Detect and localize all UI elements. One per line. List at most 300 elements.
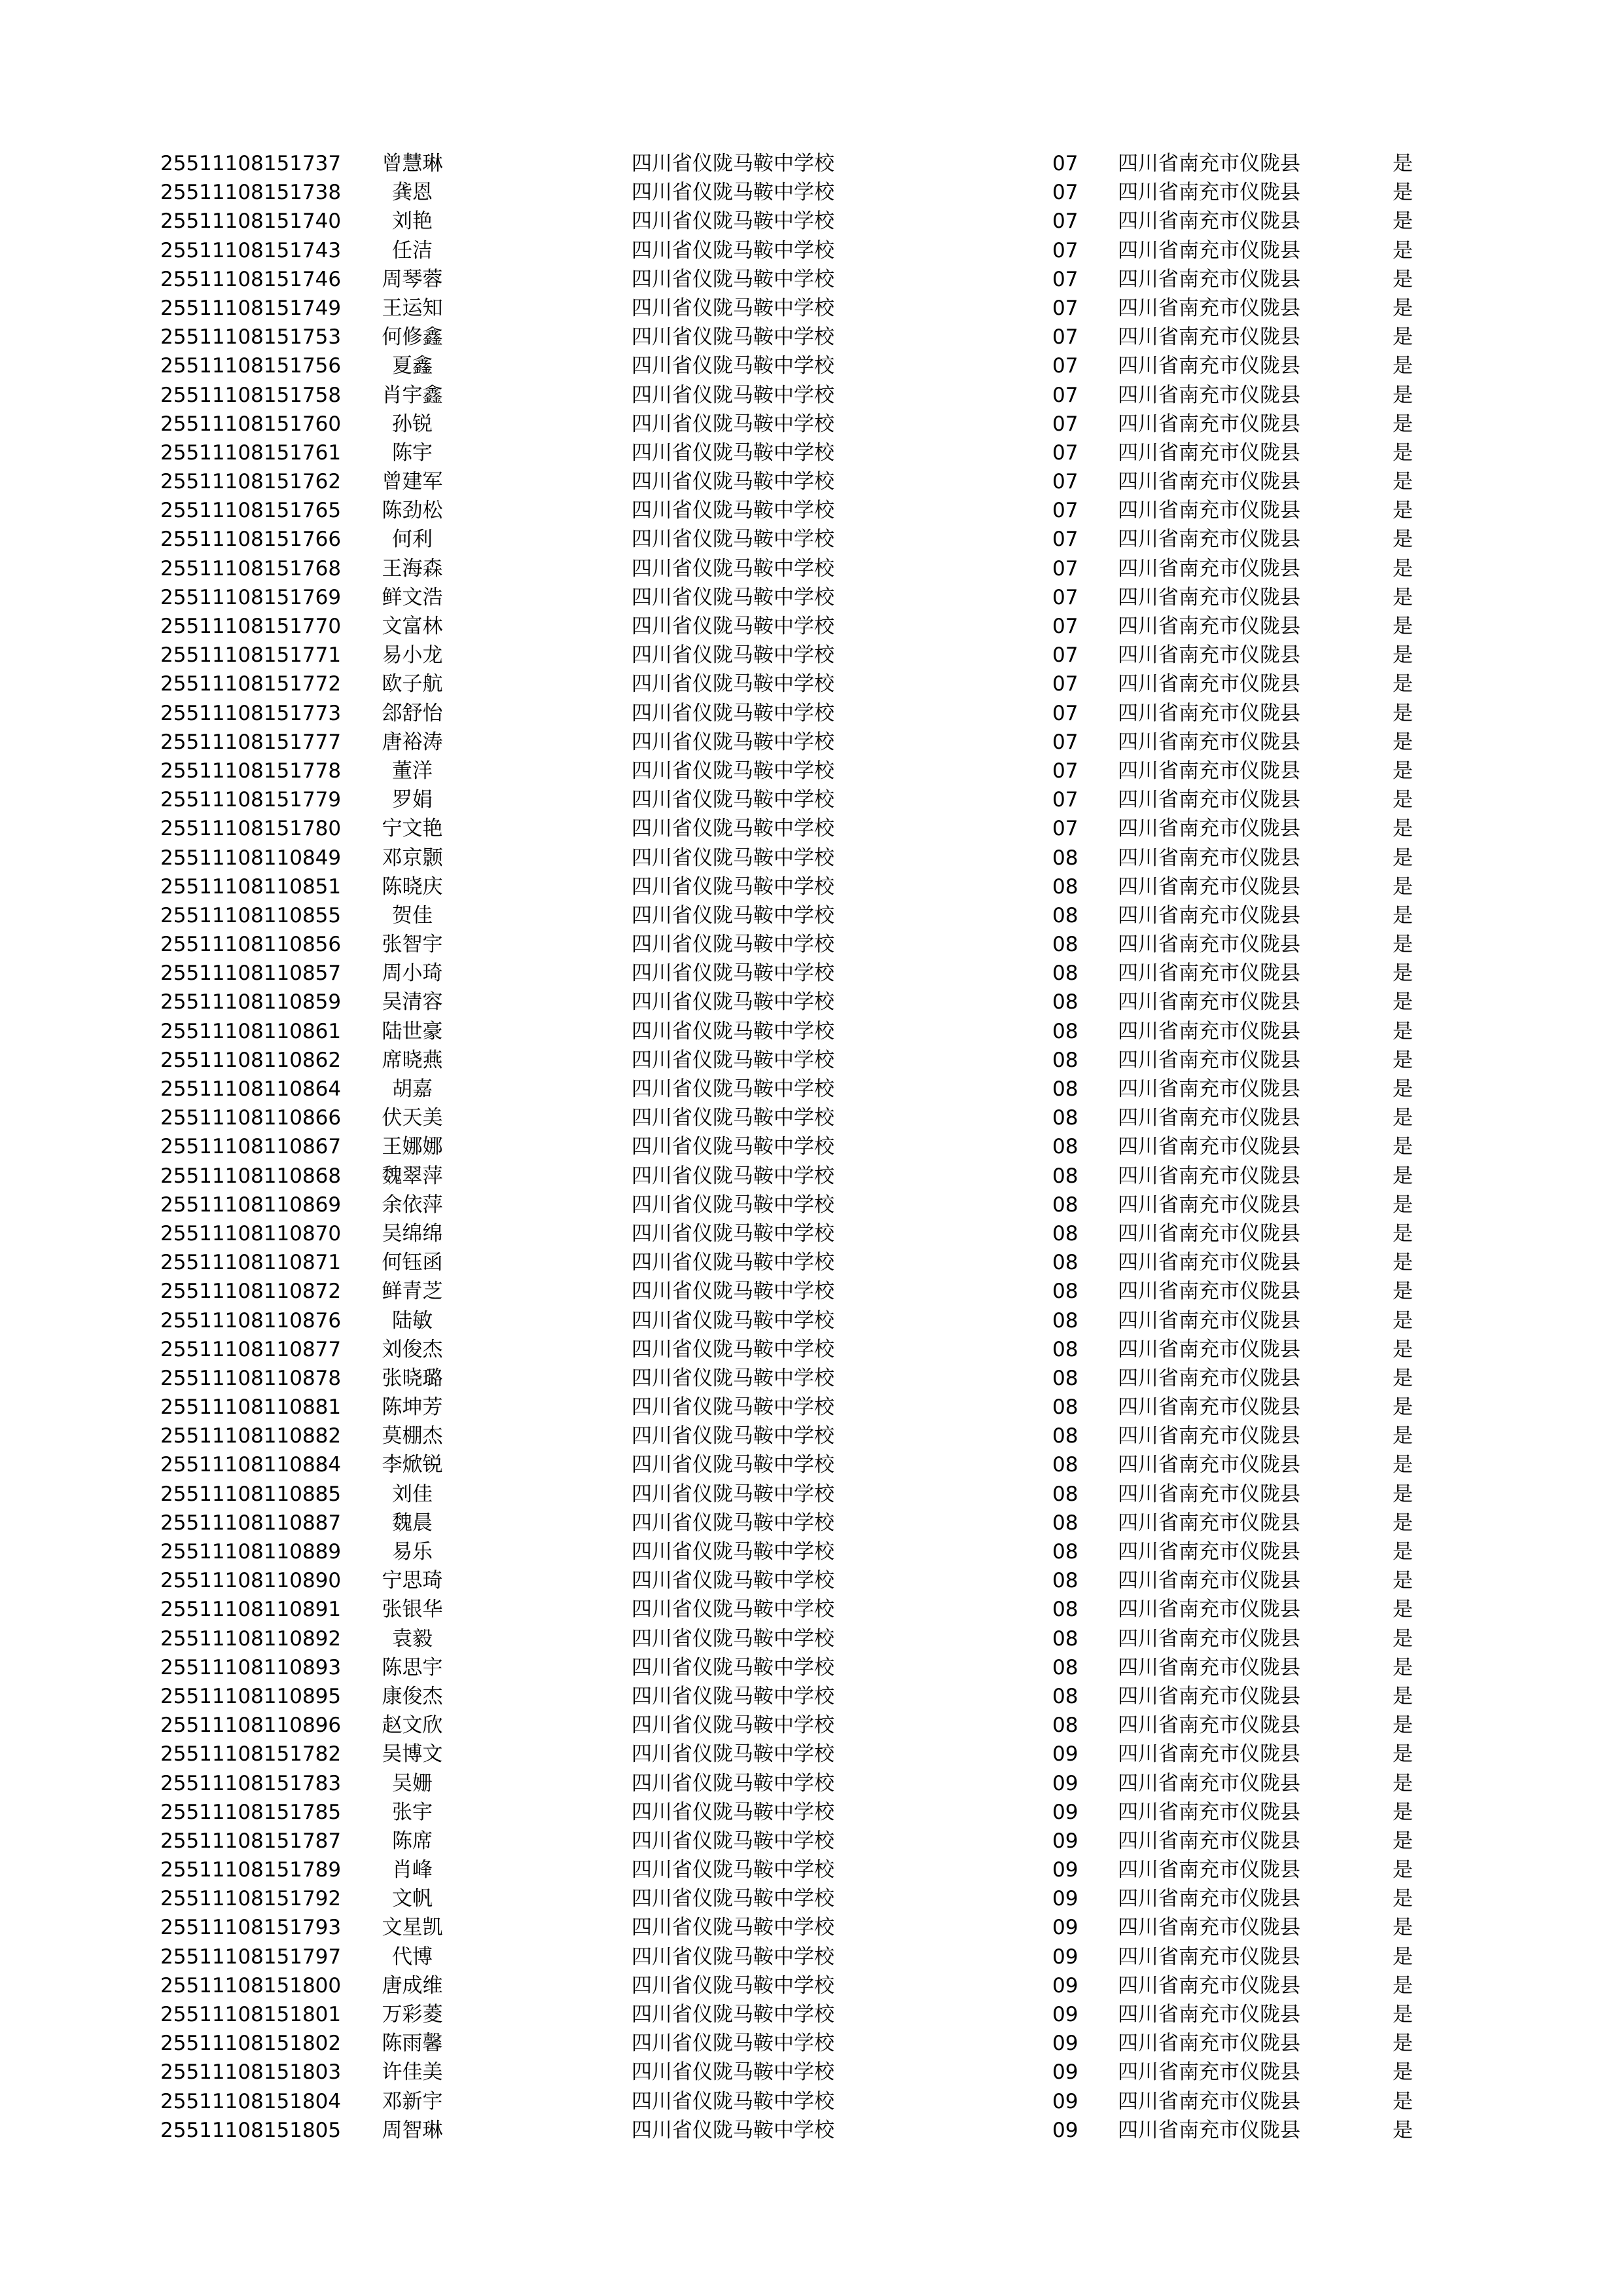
region-cell: 四川省南充市仪陇县	[1118, 1742, 1300, 1767]
class-number-cell: 07	[1052, 354, 1079, 378]
class-number-cell: 08	[1052, 961, 1079, 986]
table-row	[0, 410, 1623, 439]
student-id-cell: 25511108151737	[160, 152, 342, 175]
school-cell: 四川省仪陇马鞍中学校	[632, 585, 834, 609]
student-id-cell: 25511108151782	[160, 1742, 342, 1767]
region-cell: 四川省南充市仪陇县	[1118, 1858, 1300, 1882]
student-name-cell: 吴绵绵	[382, 1221, 443, 1246]
class-number-cell: 07	[1052, 181, 1079, 205]
student-name-cell: 魏晨	[392, 1511, 433, 1535]
school-cell: 四川省仪陇马鞍中学校	[632, 1221, 834, 1246]
student-id-cell: 25511108151746	[160, 267, 342, 291]
school-cell: 四川省仪陇马鞍中学校	[632, 1308, 834, 1333]
region-cell: 四川省南充市仪陇县	[1118, 1337, 1300, 1361]
status-flag-cell: 是	[1393, 1887, 1413, 1911]
school-cell: 四川省仪陇马鞍中学校	[632, 1511, 834, 1535]
status-flag-cell: 是	[1393, 2032, 1413, 2056]
student-name-cell: 袁毅	[392, 1626, 433, 1651]
class-number-cell: 08	[1052, 1482, 1079, 1506]
class-number-cell: 08	[1052, 1193, 1079, 1217]
student-name-cell: 肖峰	[392, 1858, 433, 1882]
table-row	[0, 901, 1623, 930]
student-id-cell: 25511108151756	[160, 354, 342, 378]
region-cell: 四川省南充市仪陇县	[1118, 1221, 1300, 1246]
student-name-cell: 张宇	[392, 1800, 433, 1824]
school-cell: 四川省仪陇马鞍中学校	[632, 181, 834, 205]
student-name-cell: 周小琦	[382, 961, 443, 986]
table-row	[0, 1943, 1623, 1971]
table-row	[0, 2000, 1623, 2029]
class-number-cell: 09	[1052, 2060, 1079, 2085]
status-flag-cell: 是	[1393, 1598, 1413, 1622]
class-number-cell: 07	[1052, 672, 1079, 696]
school-cell: 四川省仪陇马鞍中学校	[632, 2089, 834, 2113]
student-id-cell: 25511108110890	[160, 1569, 342, 1593]
class-number-cell: 08	[1052, 1135, 1079, 1159]
table-row	[0, 1277, 1623, 1306]
student-id-cell: 25511108151803	[160, 2060, 342, 2085]
school-cell: 四川省仪陇马鞍中学校	[632, 701, 834, 725]
student-name-cell: 张晓璐	[382, 1366, 443, 1390]
student-id-cell: 25511108151769	[160, 585, 342, 609]
student-name-cell: 曾慧琳	[382, 152, 443, 175]
class-number-cell: 07	[1052, 528, 1079, 552]
school-cell: 四川省仪陇马鞍中学校	[632, 1135, 834, 1159]
school-cell: 四川省仪陇马鞍中学校	[632, 209, 834, 234]
class-number-cell: 08	[1052, 1655, 1079, 1679]
table-row	[0, 381, 1623, 410]
table-row	[0, 1335, 1623, 1364]
student-id-cell: 25511108110869	[160, 1193, 342, 1217]
student-id-cell: 25511108110862	[160, 1048, 342, 1072]
school-cell: 四川省仪陇马鞍中学校	[632, 354, 834, 378]
table-row	[0, 1537, 1623, 1566]
student-name-cell: 鲜青芝	[382, 1280, 443, 1304]
status-flag-cell: 是	[1393, 1337, 1413, 1361]
student-id-cell: 25511108110855	[160, 903, 342, 927]
school-cell: 四川省仪陇马鞍中学校	[632, 2060, 834, 2085]
student-name-cell: 席晓燕	[382, 1048, 443, 1072]
school-cell: 四川省仪陇马鞍中学校	[632, 1626, 834, 1651]
student-id-cell: 25511108151766	[160, 528, 342, 552]
student-id-cell: 25511108151743	[160, 238, 342, 262]
student-name-cell: 胡嘉	[392, 1077, 433, 1101]
student-id-cell: 25511108110882	[160, 1424, 342, 1448]
class-number-cell: 07	[1052, 383, 1079, 407]
region-cell: 四川省南充市仪陇县	[1118, 961, 1300, 986]
status-flag-cell: 是	[1393, 759, 1413, 783]
school-cell: 四川省仪陇马鞍中学校	[632, 238, 834, 262]
student-id-cell: 25511108151777	[160, 730, 342, 754]
school-cell: 四川省仪陇马鞍中学校	[632, 440, 834, 465]
student-name-cell: 王海森	[382, 556, 443, 581]
class-number-cell: 07	[1052, 238, 1079, 262]
class-number-cell: 09	[1052, 1829, 1079, 1853]
student-name-cell: 龚恩	[392, 181, 433, 205]
table-row	[0, 1191, 1623, 1219]
student-name-cell: 陆敏	[392, 1308, 433, 1333]
student-name-cell: 贺佳	[392, 903, 433, 927]
class-number-cell: 07	[1052, 615, 1079, 638]
school-cell: 四川省仪陇马鞍中学校	[632, 1366, 834, 1390]
school-cell: 四川省仪陇马鞍中学校	[632, 817, 834, 841]
class-number-cell: 07	[1052, 325, 1079, 350]
table-row	[0, 1682, 1623, 1711]
class-number-cell: 08	[1052, 1626, 1079, 1651]
student-id-cell: 25511108151773	[160, 701, 342, 725]
region-cell: 四川省南充市仪陇县	[1118, 874, 1300, 899]
table-row	[0, 1884, 1623, 1913]
school-cell: 四川省仪陇马鞍中学校	[632, 1395, 834, 1420]
student-name-cell: 刘俊杰	[382, 1337, 443, 1361]
school-cell: 四川省仪陇马鞍中学校	[632, 2032, 834, 2056]
student-id-cell: 25511108151778	[160, 759, 342, 783]
student-name-cell: 文帆	[392, 1887, 433, 1911]
school-cell: 四川省仪陇马鞍中学校	[632, 383, 834, 407]
school-cell: 四川省仪陇马鞍中学校	[632, 759, 834, 783]
student-id-cell: 25511108110849	[160, 846, 342, 870]
region-cell: 四川省南充市仪陇县	[1118, 1077, 1300, 1101]
region-cell: 四川省南充市仪陇县	[1118, 1569, 1300, 1593]
student-name-cell: 邓新宇	[382, 2089, 443, 2113]
region-cell: 四川省南充市仪陇县	[1118, 528, 1300, 552]
region-cell: 四川省南充市仪陇县	[1118, 1973, 1300, 1998]
student-name-cell: 唐成维	[382, 1973, 443, 1998]
school-cell: 四川省仪陇马鞍中学校	[632, 1019, 834, 1043]
status-flag-cell: 是	[1393, 1626, 1413, 1651]
table-row	[0, 1971, 1623, 2000]
student-name-cell: 曾建军	[382, 470, 443, 494]
student-name-cell: 易小龙	[382, 643, 443, 668]
region-cell: 四川省南充市仪陇县	[1118, 1164, 1300, 1188]
student-id-cell: 25511108151749	[160, 296, 342, 320]
student-name-cell: 邓京颢	[382, 846, 443, 870]
status-flag-cell: 是	[1393, 2003, 1413, 2026]
student-id-cell: 25511108151797	[160, 1945, 342, 1969]
student-id-cell: 25511108110881	[160, 1395, 342, 1420]
class-number-cell: 08	[1052, 874, 1079, 899]
school-cell: 四川省仪陇马鞍中学校	[632, 1482, 834, 1506]
table-row	[0, 236, 1623, 265]
class-number-cell: 09	[1052, 2118, 1079, 2142]
class-number-cell: 09	[1052, 1887, 1079, 1911]
region-cell: 四川省南充市仪陇县	[1118, 615, 1300, 638]
table-row	[0, 872, 1623, 901]
student-id-cell: 25511108110870	[160, 1221, 342, 1246]
class-number-cell: 07	[1052, 556, 1079, 581]
school-cell: 四川省仪陇马鞍中学校	[632, 1048, 834, 1072]
student-name-cell: 刘佳	[392, 1482, 433, 1506]
region-cell: 四川省南充市仪陇县	[1118, 1945, 1300, 1969]
table-row	[0, 1566, 1623, 1595]
region-cell: 四川省南充市仪陇县	[1118, 1251, 1300, 1275]
student-name-cell: 文富林	[382, 615, 443, 638]
student-id-cell: 25511108151780	[160, 817, 342, 841]
table-row	[0, 1769, 1623, 1798]
student-name-cell: 余依萍	[382, 1193, 443, 1217]
student-id-cell: 25511108151772	[160, 672, 342, 696]
status-flag-cell: 是	[1393, 296, 1413, 320]
student-name-cell: 夏鑫	[392, 354, 433, 378]
school-cell: 四川省仪陇马鞍中学校	[632, 1973, 834, 1998]
status-flag-cell: 是	[1393, 1453, 1413, 1477]
student-name-cell: 周智琳	[382, 2118, 443, 2142]
status-flag-cell: 是	[1393, 152, 1413, 175]
status-flag-cell: 是	[1393, 412, 1413, 436]
school-cell: 四川省仪陇马鞍中学校	[632, 1569, 834, 1593]
class-number-cell: 07	[1052, 585, 1079, 609]
student-name-cell: 周琴蓉	[382, 267, 443, 291]
student-id-cell: 25511108110867	[160, 1135, 342, 1159]
table-row	[0, 1046, 1623, 1075]
student-id-cell: 25511108151793	[160, 1916, 342, 1940]
table-row	[0, 844, 1623, 872]
student-name-cell: 易乐	[392, 1540, 433, 1564]
region-cell: 四川省南充市仪陇县	[1118, 1684, 1300, 1708]
student-id-cell: 25511108110871	[160, 1251, 342, 1275]
table-row	[0, 1509, 1623, 1537]
region-cell: 四川省南充市仪陇县	[1118, 2118, 1300, 2142]
school-cell: 四川省仪陇马鞍中学校	[632, 1771, 834, 1795]
table-row	[0, 1248, 1623, 1277]
class-number-cell: 08	[1052, 1366, 1079, 1390]
student-id-cell: 25511108151738	[160, 181, 342, 205]
status-flag-cell: 是	[1393, 1482, 1413, 1506]
student-name-cell: 伏天美	[382, 1106, 443, 1130]
school-cell: 四川省仪陇马鞍中学校	[632, 1251, 834, 1275]
table-row	[0, 1740, 1623, 1768]
class-number-cell: 07	[1052, 296, 1079, 320]
class-number-cell: 08	[1052, 1511, 1079, 1535]
student-id-cell: 25511108110885	[160, 1482, 342, 1506]
status-flag-cell: 是	[1393, 1077, 1413, 1101]
student-id-cell: 25511108151762	[160, 470, 342, 494]
class-number-cell: 08	[1052, 1280, 1079, 1304]
student-id-cell: 25511108151768	[160, 556, 342, 581]
table-row	[0, 1856, 1623, 1884]
region-cell: 四川省南充市仪陇县	[1118, 1829, 1300, 1853]
region-cell: 四川省南充市仪陇县	[1118, 1540, 1300, 1564]
student-name-cell: 何钰函	[382, 1251, 443, 1275]
region-cell: 四川省南充市仪陇县	[1118, 1916, 1300, 1940]
class-number-cell: 07	[1052, 152, 1079, 175]
school-cell: 四川省仪陇马鞍中学校	[632, 1916, 834, 1940]
school-cell: 四川省仪陇马鞍中学校	[632, 470, 834, 494]
region-cell: 四川省南充市仪陇县	[1118, 643, 1300, 668]
class-number-cell: 07	[1052, 817, 1079, 841]
region-cell: 四川省南充市仪陇县	[1118, 209, 1300, 234]
school-cell: 四川省仪陇马鞍中学校	[632, 730, 834, 754]
student-name-cell: 陈晓庆	[382, 874, 443, 899]
student-id-cell: 25511108151792	[160, 1887, 342, 1911]
table-row	[0, 612, 1623, 641]
table-row	[0, 1103, 1623, 1132]
region-cell: 四川省南充市仪陇县	[1118, 181, 1300, 205]
student-name-cell: 何修鑫	[382, 325, 443, 350]
status-flag-cell: 是	[1393, 1742, 1413, 1767]
table-row	[0, 2087, 1623, 2116]
table-row	[0, 785, 1623, 814]
table-row	[0, 1450, 1623, 1479]
region-cell: 四川省南充市仪陇县	[1118, 1655, 1300, 1679]
region-cell: 四川省南充市仪陇县	[1118, 1366, 1300, 1390]
status-flag-cell: 是	[1393, 1019, 1413, 1043]
table-row	[0, 757, 1623, 785]
region-cell: 四川省南充市仪陇县	[1118, 1626, 1300, 1651]
school-cell: 四川省仪陇马鞍中学校	[632, 1337, 834, 1361]
class-number-cell: 09	[1052, 1771, 1079, 1795]
student-id-cell: 25511108151783	[160, 1771, 342, 1795]
table-row	[0, 178, 1623, 207]
student-id-cell: 25511108110877	[160, 1337, 342, 1361]
student-name-cell: 张银华	[382, 1598, 443, 1622]
region-cell: 四川省南充市仪陇县	[1118, 238, 1300, 262]
student-id-cell: 25511108151800	[160, 1973, 342, 1998]
status-flag-cell: 是	[1393, 528, 1413, 552]
student-id-cell: 25511108151760	[160, 412, 342, 436]
table-row	[0, 1595, 1623, 1624]
school-cell: 四川省仪陇马鞍中学校	[632, 1424, 834, 1448]
student-name-cell: 任洁	[392, 238, 433, 262]
region-cell: 四川省南充市仪陇县	[1118, 903, 1300, 927]
table-row	[0, 1162, 1623, 1191]
region-cell: 四川省南充市仪陇县	[1118, 412, 1300, 436]
class-number-cell: 07	[1052, 267, 1079, 291]
student-name-cell: 陆世豪	[382, 1019, 443, 1043]
student-name-cell: 董洋	[392, 759, 433, 783]
student-name-cell: 王娜娜	[382, 1135, 443, 1159]
region-cell: 四川省南充市仪陇县	[1118, 2060, 1300, 2085]
student-name-cell: 康俊杰	[382, 1684, 443, 1708]
school-cell: 四川省仪陇马鞍中学校	[632, 1655, 834, 1679]
class-number-cell: 08	[1052, 1221, 1079, 1246]
school-cell: 四川省仪陇马鞍中学校	[632, 961, 834, 986]
student-id-cell: 25511108110868	[160, 1164, 342, 1188]
student-id-cell: 25511108151758	[160, 383, 342, 407]
status-flag-cell: 是	[1393, 499, 1413, 523]
region-cell: 四川省南充市仪陇县	[1118, 1308, 1300, 1333]
student-id-cell: 25511108151740	[160, 209, 342, 234]
region-cell: 四川省南充市仪陇县	[1118, 933, 1300, 957]
school-cell: 四川省仪陇马鞍中学校	[632, 412, 834, 436]
table-row	[0, 1624, 1623, 1653]
class-number-cell: 08	[1052, 1540, 1079, 1564]
school-cell: 四川省仪陇马鞍中学校	[632, 788, 834, 812]
table-row	[0, 2058, 1623, 2087]
status-flag-cell: 是	[1393, 990, 1413, 1014]
region-cell: 四川省南充市仪陇县	[1118, 1800, 1300, 1824]
region-cell: 四川省南充市仪陇县	[1118, 990, 1300, 1014]
student-name-cell: 欧子航	[382, 672, 443, 696]
student-id-cell: 25511108151765	[160, 499, 342, 523]
status-flag-cell: 是	[1393, 1308, 1413, 1333]
status-flag-cell: 是	[1393, 1800, 1413, 1824]
status-flag-cell: 是	[1393, 181, 1413, 205]
region-cell: 四川省南充市仪陇县	[1118, 1598, 1300, 1622]
school-cell: 四川省仪陇马鞍中学校	[632, 1077, 834, 1101]
school-cell: 四川省仪陇马鞍中学校	[632, 846, 834, 870]
status-flag-cell: 是	[1393, 325, 1413, 350]
table-row	[0, 1306, 1623, 1335]
class-number-cell: 08	[1052, 933, 1079, 957]
region-cell: 四川省南充市仪陇县	[1118, 1193, 1300, 1217]
school-cell: 四川省仪陇马鞍中学校	[632, 499, 834, 523]
class-number-cell: 07	[1052, 701, 1079, 725]
status-flag-cell: 是	[1393, 1973, 1413, 1998]
class-number-cell: 07	[1052, 499, 1079, 523]
student-name-cell: 万彩菱	[382, 2003, 443, 2026]
region-cell: 四川省南充市仪陇县	[1118, 383, 1300, 407]
region-cell: 四川省南充市仪陇县	[1118, 1424, 1300, 1448]
student-id-cell: 25511108151801	[160, 2003, 342, 2026]
student-name-cell: 唐裕涛	[382, 730, 443, 754]
student-name-cell: 赵文欣	[382, 1713, 443, 1738]
school-cell: 四川省仪陇马鞍中学校	[632, 933, 834, 957]
student-name-cell: 罗娟	[392, 788, 433, 812]
student-name-cell: 肖宇鑫	[382, 383, 443, 407]
class-number-cell: 08	[1052, 1713, 1079, 1738]
class-number-cell: 08	[1052, 1337, 1079, 1361]
table-row	[0, 1480, 1623, 1509]
status-flag-cell: 是	[1393, 470, 1413, 494]
status-flag-cell: 是	[1393, 1106, 1413, 1130]
status-flag-cell: 是	[1393, 933, 1413, 957]
status-flag-cell: 是	[1393, 1540, 1413, 1564]
student-id-cell: 25511108110878	[160, 1366, 342, 1390]
class-number-cell: 08	[1052, 1106, 1079, 1130]
table-row	[0, 814, 1623, 843]
status-flag-cell: 是	[1393, 2118, 1413, 2142]
table-row	[0, 930, 1623, 959]
region-cell: 四川省南充市仪陇县	[1118, 296, 1300, 320]
region-cell: 四川省南充市仪陇县	[1118, 1048, 1300, 1072]
table-row	[0, 2116, 1623, 2145]
region-cell: 四川省南充市仪陇县	[1118, 817, 1300, 841]
school-cell: 四川省仪陇马鞍中学校	[632, 1106, 834, 1130]
school-cell: 四川省仪陇马鞍中学校	[632, 903, 834, 927]
student-name-cell: 吴清容	[382, 990, 443, 1014]
class-number-cell: 07	[1052, 470, 1079, 494]
class-number-cell: 08	[1052, 990, 1079, 1014]
class-number-cell: 09	[1052, 2032, 1079, 2056]
student-name-cell: 代博	[392, 1945, 433, 1969]
student-id-cell: 25511108110857	[160, 961, 342, 986]
region-cell: 四川省南充市仪陇县	[1118, 730, 1300, 754]
table-row	[0, 1422, 1623, 1450]
school-cell: 四川省仪陇马鞍中学校	[632, 152, 834, 175]
table-row	[0, 525, 1623, 554]
class-number-cell: 07	[1052, 412, 1079, 436]
class-number-cell: 09	[1052, 1742, 1079, 1767]
status-flag-cell: 是	[1393, 1569, 1413, 1593]
status-flag-cell: 是	[1393, 643, 1413, 668]
status-flag-cell: 是	[1393, 585, 1413, 609]
table-row	[0, 439, 1623, 467]
status-flag-cell: 是	[1393, 2089, 1413, 2113]
class-number-cell: 09	[1052, 1945, 1079, 1969]
student-name-cell: 陈席	[392, 1829, 433, 1853]
class-number-cell: 07	[1052, 730, 1079, 754]
student-name-cell: 李焮锐	[382, 1453, 443, 1477]
student-name-cell: 魏翠萍	[382, 1164, 443, 1188]
school-cell: 四川省仪陇马鞍中学校	[632, 1800, 834, 1824]
status-flag-cell: 是	[1393, 1684, 1413, 1708]
class-number-cell: 07	[1052, 440, 1079, 465]
class-number-cell: 08	[1052, 1424, 1079, 1448]
table-row	[0, 207, 1623, 236]
region-cell: 四川省南充市仪陇县	[1118, 2032, 1300, 2056]
school-cell: 四川省仪陇马鞍中学校	[632, 2118, 834, 2142]
